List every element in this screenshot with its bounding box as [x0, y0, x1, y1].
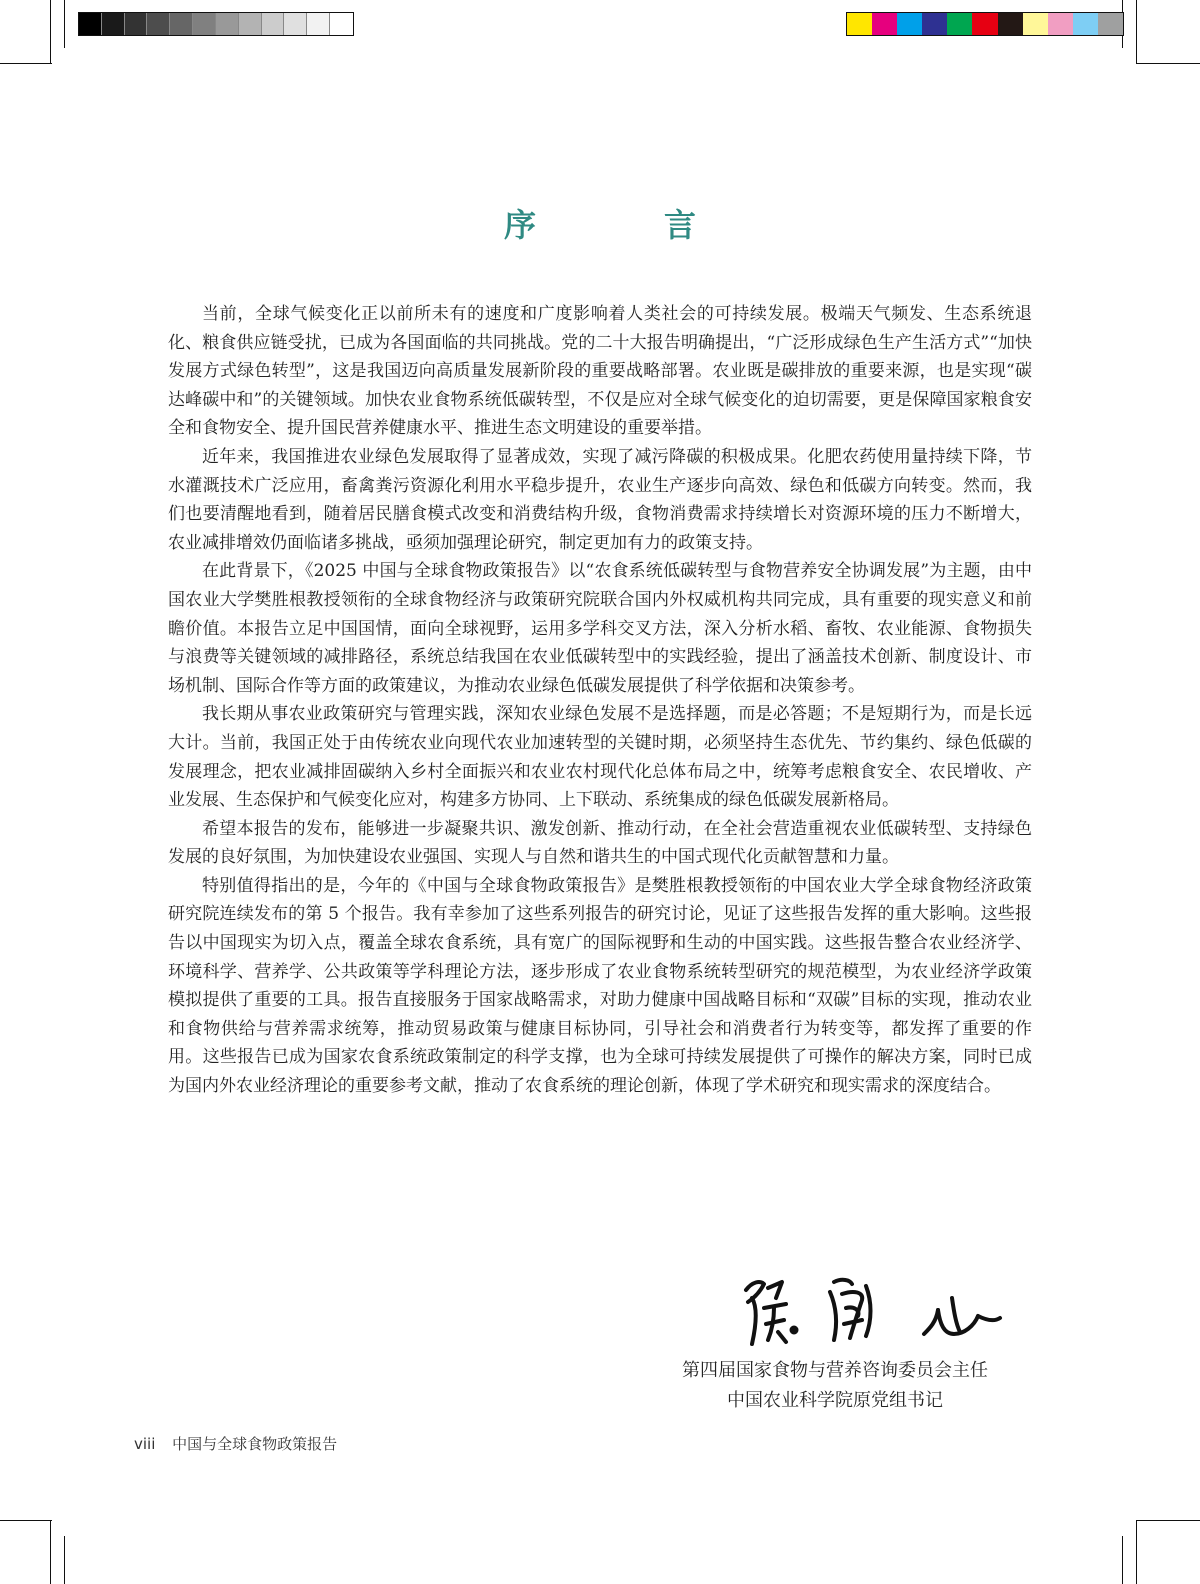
grayscale-swatch	[170, 13, 193, 35]
paragraph: 当前，全球气候变化正以前所未有的速度和广度影响着人类社会的可持续发展。极端天气频发、生态系统退化、粮食供应链受扰，已成为各国面临的共同挑战。党的二十大报告明确提出，“广泛形成绿色生产生活方式”“加快发展方式绿色转型”，这是我国迈向高质量发展新阶段的重要战略部署。农业既是碳排放的重要来源，也是实现“碳达峰碳中和”的关键领域。加快农业食物系统低碳转型，不仅是应对全球气候变化的迫切需要，更是保障国家粮食安全和食物安全、提升国民营养健康水平、推进生态文明建设的重要举措。	[168, 304, 1032, 439]
paragraph: 希望本报告的发布，能够进一步凝聚共识、激发创新、推动行动，在全社会营造重视农业低碳转型、支持绿色发展的良好氛围，为加快建设农业强国、实现人与自然和谐共生的中国式现代化贡献智慧和力量。	[168, 818, 1032, 868]
process-color-bar	[846, 12, 1124, 36]
process-color-swatch	[998, 13, 1023, 35]
grayscale-swatch	[79, 13, 102, 35]
signature-title-line: 第四届国家食物与营养咨询委员会主任	[682, 1360, 988, 1381]
paragraph: 近年来，我国推进农业绿色发展取得了显著成效，实现了减污降碳的积极成果。化肥农药使用量持续下降，节水灌溉技术广泛应用，畜禽粪污资源化利用水平稳步提升，农业生产逐步向高效、绿色和低碳方向转变。然而，我们也要清醒地看到，随着居民膳食模式改变和消费结构升级，食物消费需求持续增长对资源环境的压力不断增大，农业减排增效仍面临诸多挑战，亟须加强理论研究，制定更加有力的政策支持。	[168, 446, 1032, 553]
paragraph: 我长期从事农业政策研究与管理实践，深知农业绿色发展不是选择题，而是必答题；不是短期行为，而是长远大计。当前，我国正处于由传统农业向现代农业加速转型的关键时期，必须坚持生态优先、节约集约、绿色低碳的发展理念，把农业减排固碳纳入乡村全面振兴和农业农村现代化总体布局之中，统筹考虑粮食安全、农民增收、产业发展、生态保护和气候变化应对，构建多方协同、上下联动、系统集成的绿色低碳发展新格局。	[168, 704, 1032, 811]
running-title: 中国与全球食物政策报告	[172, 1435, 338, 1453]
process-color-swatch	[972, 13, 997, 35]
grayscale-bar	[78, 12, 354, 36]
process-color-swatch	[1048, 13, 1073, 35]
grayscale-swatch	[330, 13, 353, 35]
grayscale-swatch	[262, 13, 285, 35]
process-color-swatch	[847, 13, 872, 35]
page-footer	[134, 1433, 337, 1454]
process-color-swatch	[1073, 13, 1098, 35]
signature-caption	[640, 1356, 1030, 1416]
signature-title-line: 中国农业科学院原党组书记	[727, 1390, 943, 1411]
process-color-swatch	[947, 13, 972, 35]
process-color-swatch	[1098, 13, 1123, 35]
paragraph: 在此背景下，《2025 中国与全球食物政策报告》以“农食系统低碳转型与食物营养安全协调发展”为主题，由中国农业大学樊胜根教授领衔的全球食物经济与政策研究院联合国内外权威机构共同完成，具有重要的现实意义和前瞻价值。本报告立足中国国情，面向全球视野，运用多学科交叉方法，深入分析水稻、畜牧、农业能源、食物损失与浪费等关键领域的减排路径，系统总结我国在农业低碳转型中的实践经验，提出了涵盖技术创新、制度设计、市场机制、国际合作等方面的政策建议，为推动农业绿色低碳发展提供了科学依据和决策参考。	[168, 561, 1032, 696]
grayscale-swatch	[102, 13, 125, 35]
paragraph: 特别值得指出的是，今年的《中国与全球食物政策报告》是樊胜根教授领衔的中国农业大学全球食物经济政策研究院连续发布的第 5 个报告。我有幸参加了这些系列报告的研究讨论，见证了这些报告发挥的重大影响。这些报告以中国现实为切入点，覆盖全球农食系统，具有宽广的国际视野和生动的中国实践。这些报告整合农业经济学、环境科学、营养学、公共政策等学科理论方法，逐步形成了农业食物系统转型研究的规范模型，为农业经济学政策模拟提供了重要的工具。报告直接服务于国家战略需求，对助力健康中国战略目标和“双碳”目标的实现，推动农业和食物供给与营养需求统筹，推动贸易政策与健康目标协同，引导社会和消费者行为转变等，都发挥了重要的作用。这些报告已成为国家农食系统政策制定的科学支撑，也为全球可持续发展提供了可操作的解决方案，同时已成为国内外农业经济理论的重要参考文献，推动了农食系统的理论创新，体现了学术研究和现实需求的深度结合。	[168, 875, 1032, 1097]
page-title: 序 言	[503, 206, 744, 244]
grayscale-swatch	[307, 13, 330, 35]
preface-body	[168, 300, 1032, 1101]
process-color-swatch	[897, 13, 922, 35]
handwritten-signature	[738, 1268, 1008, 1356]
grayscale-swatch	[216, 13, 239, 35]
page-number: viii	[134, 1435, 156, 1453]
process-color-swatch	[922, 13, 947, 35]
grayscale-swatch	[147, 13, 170, 35]
grayscale-swatch	[239, 13, 262, 35]
grayscale-swatch	[284, 13, 307, 35]
grayscale-swatch	[193, 13, 216, 35]
process-color-swatch	[1023, 13, 1048, 35]
grayscale-swatch	[125, 13, 148, 35]
process-color-swatch	[872, 13, 897, 35]
